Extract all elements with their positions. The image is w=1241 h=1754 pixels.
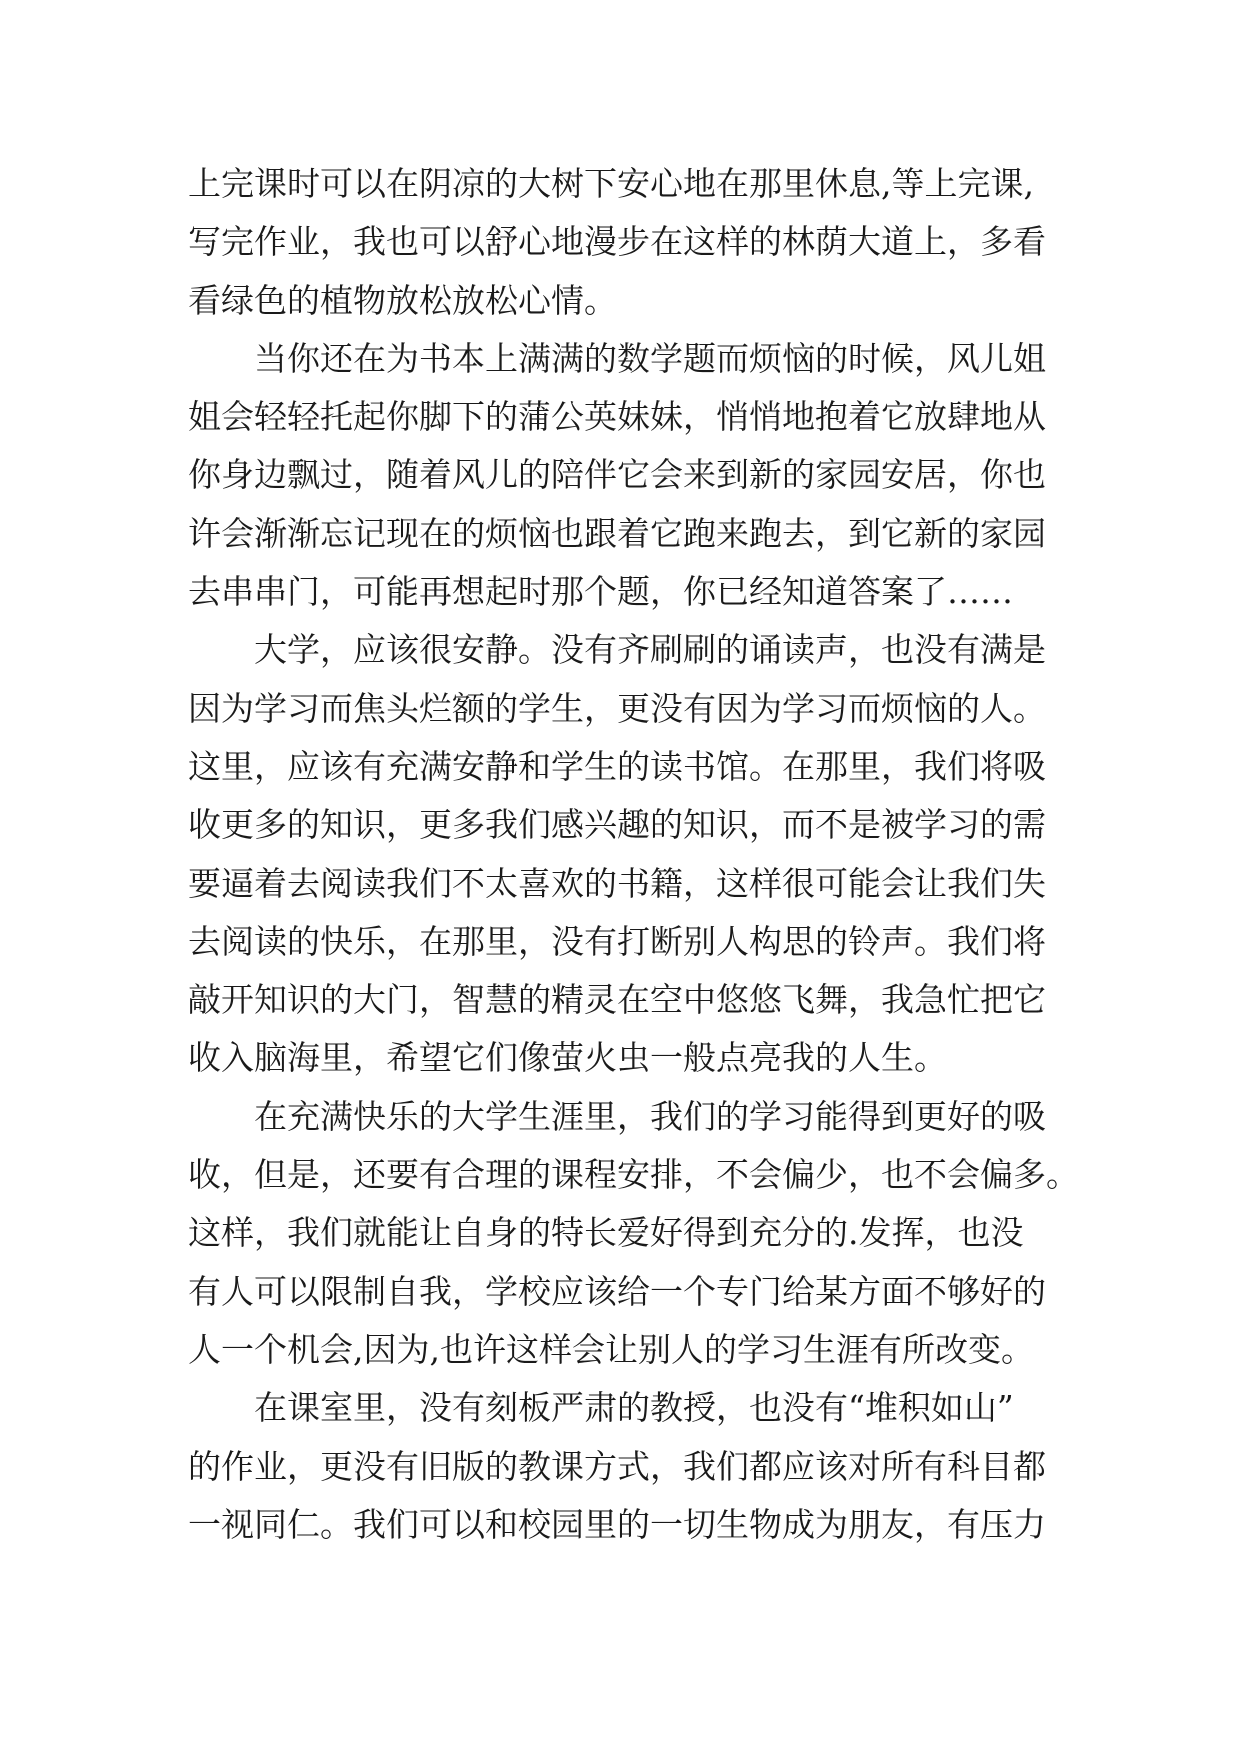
- text-line: 在充满快乐的大学生涯里，我们的学习能得到更好的吸: [254, 1096, 1046, 1136]
- text-line: 这里，应该有充满安静和学生的读书馆。在那里，我们将吸: [188, 746, 1046, 786]
- document-body: [188, 155, 1088, 1554]
- text-line: 的作业，更没有旧版的教课方式，我们都应该对所有科目都: [188, 1446, 1046, 1486]
- text-line: 去阅读的快乐，在那里，没有打断别人构思的铃声。我们将: [188, 921, 1046, 961]
- text-line: 当你还在为书本上满满的数学题而烦恼的时候，风儿姐: [254, 338, 1046, 378]
- text-line: 看绿色的植物放松放松心情。: [188, 280, 617, 320]
- text-line: 收入脑海里，希望它们像萤火虫一般点亮我的人生。: [188, 1038, 947, 1078]
- text-line: 在课室里，没有刻板严肃的教授，也没有“堆积如山”: [254, 1388, 1014, 1428]
- text-line: 因为学习而焦头烂额的学生，更没有因为学习而烦恼的人。: [188, 688, 1046, 728]
- text-line: 一视同仁。我们可以和校园里的一切生物成为朋友，有压力: [188, 1504, 1046, 1544]
- text-line: 有人可以限制自我，学校应该给一个专门给某方面不够好的: [188, 1271, 1046, 1311]
- text-line: 上完课时可以在阴凉的大树下安心地在那里休息,等上完课,: [188, 164, 1034, 203]
- text-line: 敲开知识的大门，智慧的精灵在空中悠悠飞舞，我急忙把它: [188, 980, 1046, 1020]
- text-line: 大学，应该很安静。没有齐刷刷的诵读声，也没有满是: [254, 630, 1046, 670]
- text-line: 这样，我们就能让自身的特长爱好得到充分的.发挥，也没: [188, 1213, 1024, 1253]
- text-line: 人一个机会,因为,也许这样会让别人的学习生涯有所改变。: [188, 1329, 1034, 1369]
- text-line: 收更多的知识，更多我们感兴趣的知识，而不是被学习的需: [188, 805, 1046, 845]
- text-line: 你身边飘过，随着风儿的陪伴它会来到新的家园安居，你也: [188, 455, 1046, 495]
- text-line: 要逼着去阅读我们不太喜欢的书籍，这样很可能会让我们失: [188, 863, 1046, 903]
- text-line: 写完作业，我也可以舒心地漫步在这样的林荫大道上，多看: [188, 222, 1046, 262]
- text-line: 姐会轻轻托起你脚下的蒲公英妹妹，悄悄地抱着它放肆地从: [188, 397, 1046, 437]
- text-line: 许会渐渐忘记现在的烦恼也跟着它跑来跑去，到它新的家园: [188, 513, 1046, 553]
- text-line: 去串串门，可能再想起时那个题，你已经知道答案了……: [188, 572, 1013, 612]
- text-line: 收，但是，还要有合理的课程安排，不会偏少，也不会偏多。: [188, 1155, 1079, 1195]
